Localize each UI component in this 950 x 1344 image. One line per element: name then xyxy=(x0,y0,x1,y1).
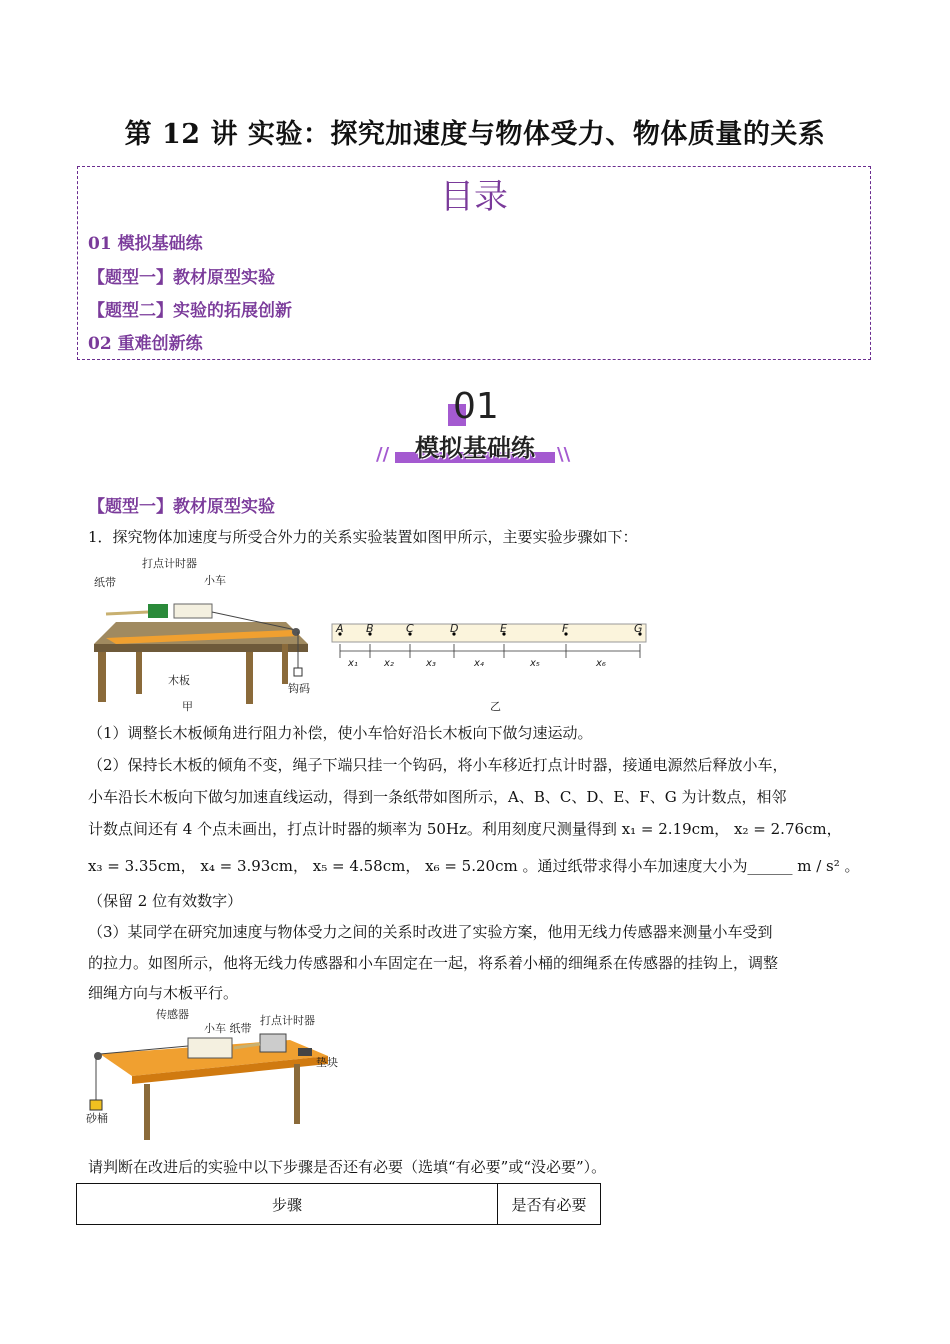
tape-strip xyxy=(332,624,646,642)
caption-b: 乙 xyxy=(490,700,501,713)
step-2-line-1: （2）保持长木板的倾角不变，绳子下端只挂一个钩码，将小车移近打点计时器，接通电源然后释放小车， xyxy=(88,756,788,774)
step-3-line-2: 的拉力。如图所示，他将无线力传感器和小车固定在一起，将系着小桶的细绳系在传感器的挂钩上，调整 xyxy=(88,954,779,972)
sand-bucket xyxy=(90,1100,102,1110)
page-title: 第 12 讲 实验：探究加速度与物体受力、物体质量的关系 xyxy=(124,119,826,150)
timer-device xyxy=(148,604,168,618)
point-d: D xyxy=(450,622,459,635)
section-number: 01 xyxy=(453,386,499,427)
step-3-line-1: （3）某同学在研究加速度与物体受力之间的关系时改进了实验方案，他用无线力传感器来测量小车受到 xyxy=(88,923,773,941)
point-a: A xyxy=(336,622,344,635)
table-leg xyxy=(294,1064,300,1124)
table-row xyxy=(77,1184,601,1225)
figure-apparatus-a xyxy=(86,552,316,712)
label-timer-2: 打点计时器 xyxy=(260,1014,315,1027)
step-3-line-3: 细绳方向与木板平行。 xyxy=(88,984,239,1002)
label-block: 垫块 xyxy=(316,1056,338,1069)
point-c: C xyxy=(406,622,414,635)
segment-markers xyxy=(340,644,640,658)
label-cart: 小车 xyxy=(204,574,226,587)
type-one-heading: 【题型一】教材原型实验 xyxy=(88,497,275,517)
hook-weight xyxy=(294,668,302,676)
table-of-contents xyxy=(77,166,871,360)
segment-x6: x₆ xyxy=(596,658,606,669)
question-1-intro: 1．探究物体加速度与所受合外力的关系实验装置如图甲所示，主要实验步骤如下： xyxy=(88,528,638,546)
label-hook-weight: 钩码 xyxy=(288,682,310,695)
step-1: （1）调整长木板倾角进行阻力补偿，使小车恰好沿长木板向下做匀速运动。 xyxy=(88,724,593,742)
toc-item-type-one[interactable]: 【题型一】教材原型实验 xyxy=(88,268,275,288)
table-leg xyxy=(98,652,106,702)
judge-prompt: 请判断在改进后的实验中以下步骤是否还有必要（选填“有必要”或“没必要”）。 xyxy=(88,1158,607,1176)
pulley xyxy=(94,1052,102,1060)
wedge-block xyxy=(298,1048,312,1056)
label-sensor: 传感器 xyxy=(156,1008,189,1021)
figure-improved-apparatus xyxy=(84,1004,344,1144)
toc-item-basic-practice[interactable]: 01 模拟基础练 xyxy=(88,234,203,254)
label-timer: 打点计时器 xyxy=(142,557,197,570)
step-2-line-2: 小车沿长木板向下做匀加速直线运动，得到一条纸带如图所示，A、B、C、D、E、F、G 为计数点，相邻 xyxy=(88,788,787,806)
step-2-line-5: （保留 2 位有效数字） xyxy=(88,892,243,910)
section-title: 模拟基础练 xyxy=(415,434,535,462)
step-2-line-3: 计数点间还有 4 个点未画出，打点计时器的频率为 50Hz。利用刻度尺测量得到 x₁ = 2.19cm， x₂ = 2.76cm， xyxy=(88,820,842,838)
steps-table xyxy=(76,1183,601,1225)
table-leg xyxy=(282,644,288,684)
table-edge xyxy=(94,644,308,652)
segment-x1: x₁ xyxy=(348,658,358,669)
toc-item-advanced-practice[interactable]: 02 重难创新练 xyxy=(88,334,203,354)
section-right-mark: \\ xyxy=(557,444,571,465)
segment-x3: x₃ xyxy=(426,658,436,669)
table-leg xyxy=(246,652,253,704)
segment-x2: x₂ xyxy=(384,658,394,669)
step-2-line-4: x₃ = 3.35cm， x₄ = 3.93cm， x₅ = 4.58cm， x₆ = 5.20cm 。通过纸带求得小车加速度大小为______ m / s² 。 xyxy=(88,857,860,875)
point-g: G xyxy=(634,622,643,635)
table-header-step: 步骤 xyxy=(77,1184,498,1225)
apparatus-a-drawing xyxy=(86,552,316,712)
toc-heading: 目录 xyxy=(440,177,508,217)
point-e: E xyxy=(500,622,507,635)
timer-device xyxy=(260,1034,286,1052)
label-tape: 纸带 xyxy=(94,576,116,589)
point-b: B xyxy=(366,622,374,635)
table-header-necessary: 是否有必要 xyxy=(498,1184,601,1225)
caption-a: 甲 xyxy=(182,700,193,713)
cart xyxy=(174,604,212,618)
paper-tape xyxy=(106,612,148,614)
label-board: 木板 xyxy=(168,674,190,687)
label-cart-tape: 小车 纸带 xyxy=(204,1022,252,1035)
segment-x4: x₄ xyxy=(474,658,484,669)
label-bucket: 砂桶 xyxy=(86,1112,108,1125)
figure-paper-tape-b xyxy=(326,618,652,714)
cart-with-sensor xyxy=(188,1038,232,1058)
pulley xyxy=(292,628,300,636)
table-leg xyxy=(144,1084,150,1140)
segment-x5: x₅ xyxy=(530,658,540,669)
toc-item-type-two[interactable]: 【题型二】实验的拓展创新 xyxy=(88,301,292,321)
table-leg xyxy=(136,652,142,694)
point-f: F xyxy=(562,622,569,635)
section-left-mark: // xyxy=(376,444,390,465)
